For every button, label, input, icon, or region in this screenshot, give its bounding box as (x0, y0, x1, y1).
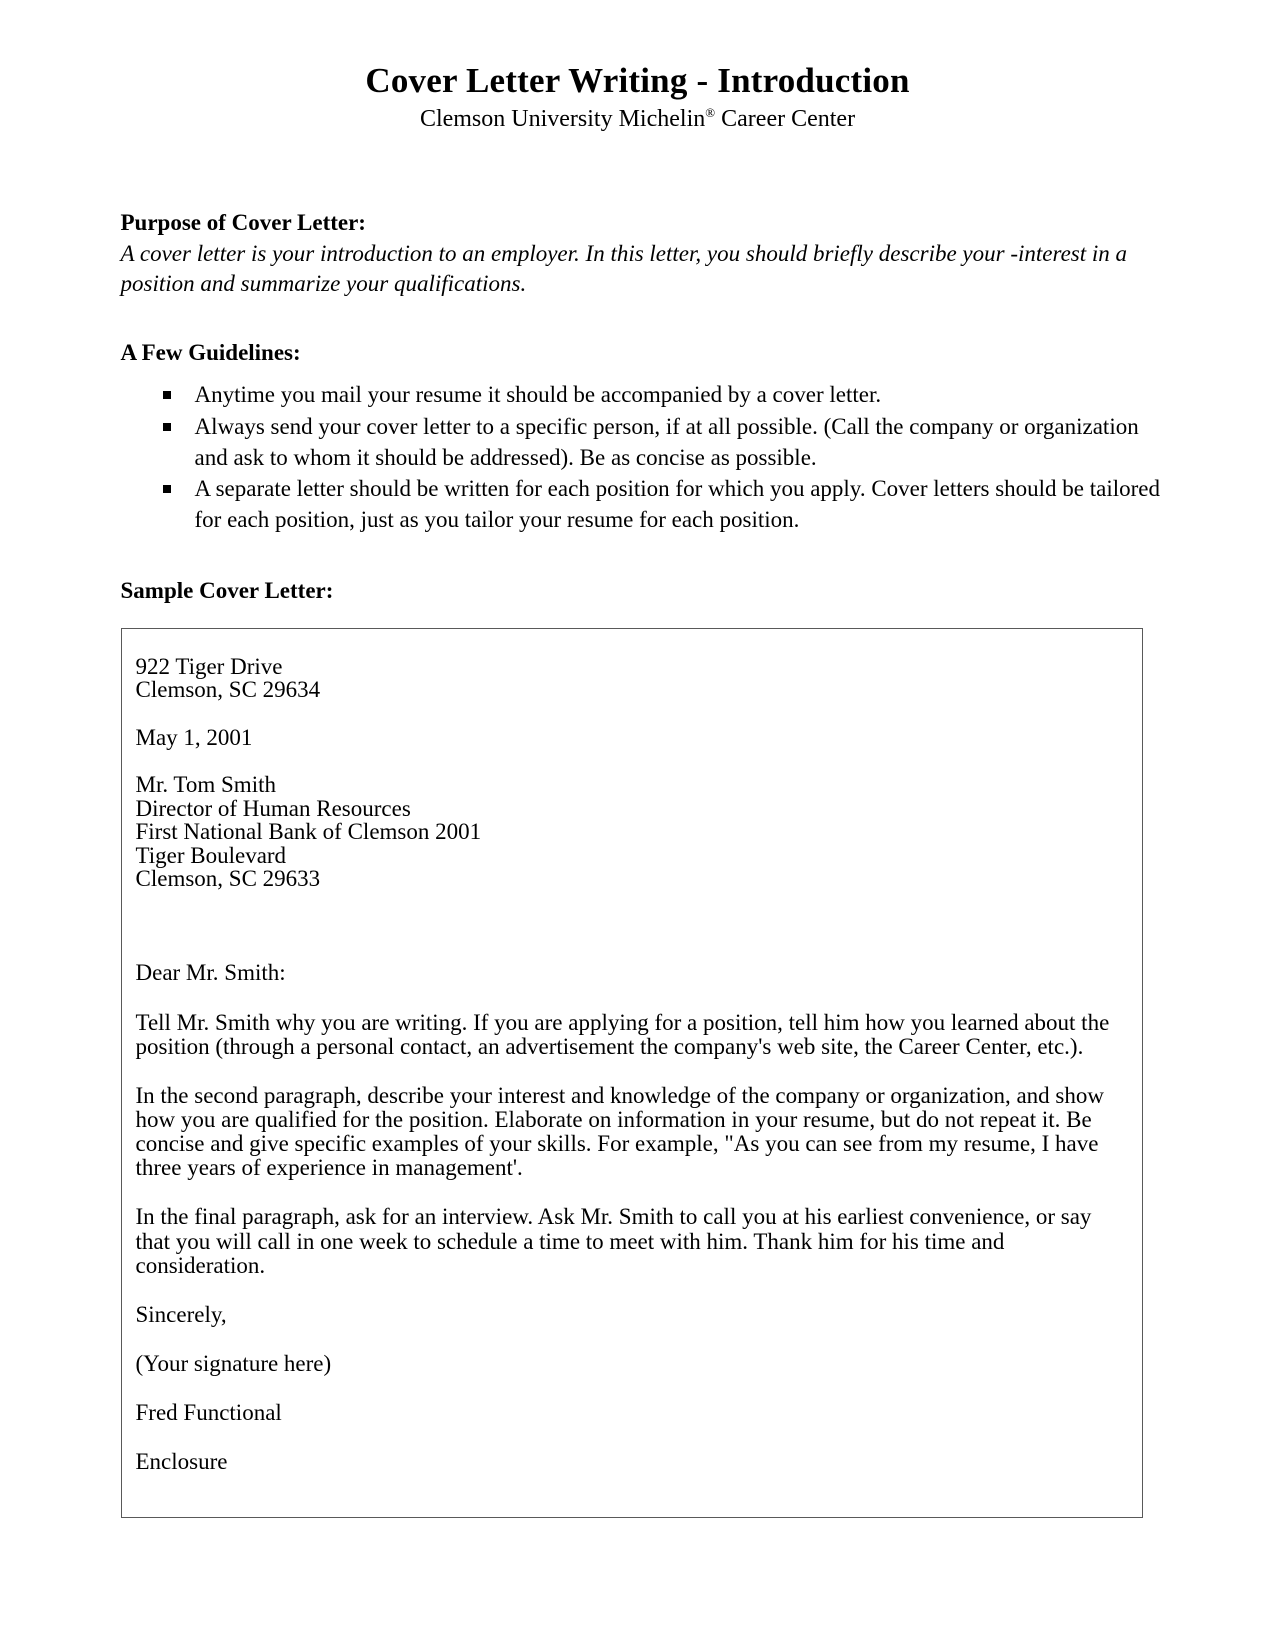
letter-signer-name: Fred Functional (135, 1400, 282, 1426)
list-item (121, 412, 1175, 473)
recipient-address-line: Director of Human Resources (135, 795, 411, 821)
page-subtitle-suffix: Career Center (715, 105, 856, 132)
square-bullet-icon (163, 391, 171, 399)
page-subtitle-organization: Clemson University Michelin (419, 105, 706, 132)
square-bullet-icon (163, 423, 171, 431)
sample-letter-box (121, 628, 1143, 1518)
letter-paragraph: In the final paragraph, ask for an interview. Ask Mr. Smith to call you at his earliest convenience, or say that you will call in one week to schedule a time to meet with him. Thank him for his time and consideration. (135, 1204, 1092, 1278)
square-bullet-icon (163, 485, 171, 493)
list-item (121, 474, 1175, 535)
letter-paragraph: Tell Mr. Smith why you are writing. If you are applying for a position, tell him how you learned about the position (through a personal contact, an advertisement the company's web site, the Career Center, etc.). (135, 1009, 1110, 1059)
spacer (136, 749, 1116, 773)
letter-date-block (136, 726, 1116, 749)
guidelines-heading: A Few Guidelines: (120, 339, 301, 365)
list-item (121, 380, 1175, 411)
purpose-text: A cover letter is your introduction to an employer. In this letter, you should briefly describe your -interest in a position and summarize your qualifications. (120, 240, 1128, 296)
letter-closing: Sincerely, (135, 1301, 227, 1327)
page-title: Cover Letter Writing - Introduction (365, 61, 910, 100)
letter-salutation: Dear Mr. Smith: (135, 960, 286, 986)
recipient-address-line: Mr. Tom Smith (135, 772, 276, 798)
sample-letter-heading: Sample Cover Letter: (120, 578, 334, 604)
document-body (113, 209, 1163, 1517)
document-header (0, 0, 1275, 133)
spacer (136, 702, 1116, 726)
page-subtitle (0, 106, 1275, 134)
recipient-address-line: Tiger Boulevard (135, 842, 287, 868)
letter-enclosure: Enclosure (135, 1449, 228, 1475)
list-item-text: Always send your cover letter to a specific person, if at all possible. (Call the company or organization and ask to whom it should be addressed). Be as concise as possible. (194, 413, 1139, 470)
purpose-heading: Purpose of Cover Letter: (120, 210, 366, 236)
recipient-address-line: First National Bank of Clemson 2001 (135, 819, 482, 845)
letter-paragraph: In the second paragraph, describe your interest and knowledge of the company or organization, and show how you are qualified for the position. Elaborate on information in your resume, but do not repeat it. Be concise and give specific examples of your skills. For example, "As you can see from my resume, I have three years of experience in management'. (135, 1082, 1104, 1181)
list-item-text: A separate letter should be written for each position for which you apply. Cover letters should be tailored for each position, just as you tailor your resume for each position. (194, 476, 1161, 532)
spacer (136, 890, 1116, 936)
letter-date: May 1, 2001 (135, 724, 253, 750)
list-item-text: Anytime you mail your resume it should be accompanied by a cover letter. (194, 382, 882, 408)
purpose-section (121, 209, 1163, 298)
sample-letter-section (121, 577, 1163, 1518)
letter-signature-placeholder: (Your signature here) (135, 1351, 332, 1377)
registered-trademark-icon: ® (705, 104, 716, 120)
sender-address-block (136, 655, 1116, 702)
sender-address-line: Clemson, SC 29634 (135, 677, 321, 703)
recipient-address-block (136, 773, 1116, 890)
recipient-address-line: Clemson, SC 29633 (135, 866, 321, 892)
guidelines-list (121, 380, 1163, 535)
sender-address-line: 922 Tiger Drive (135, 653, 283, 679)
guidelines-section (121, 339, 1163, 535)
